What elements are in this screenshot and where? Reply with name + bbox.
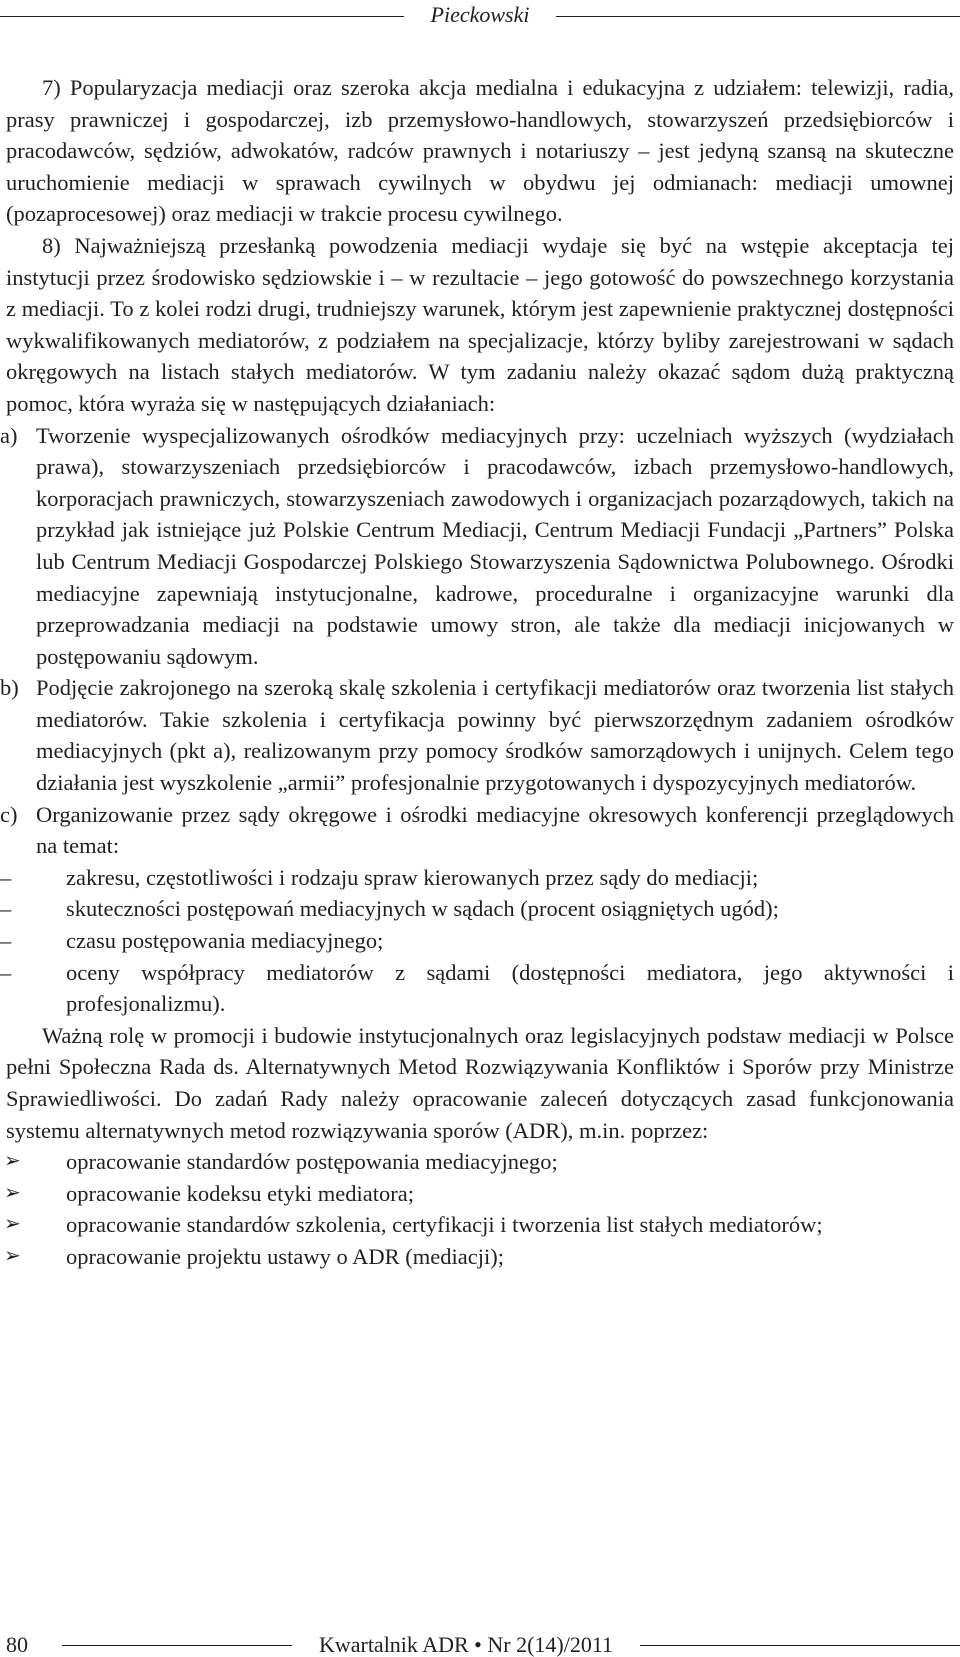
dash-item <box>0 925 954 957</box>
arrow-item-text: opracowanie kodeksu etyki mediatora; <box>66 1180 415 1206</box>
running-footer <box>0 1632 960 1657</box>
list-item-text: Podjęcie zakrojonego na szeroką skalę szkolenia i certyfikacji mediatorów oraz tworzenia list stałych mediatorów. Takie szkolenia i certyfikacja powinny być pierwszorzędnym zadaniem ośrodków mediacyjnych (pkt a), realizowanym przy pomocy środków samorządowych i unijnych. Celem tego działania jest wyszkolenie „armii” profesjonalnie przygotowanych i dyspozycyjnych mediatorów. <box>36 675 954 796</box>
list-marker: a) <box>0 422 18 448</box>
footer-rule-left <box>62 1645 292 1646</box>
header-author: Pieckowski <box>430 2 530 27</box>
arrow-bullet-icon: ➢ <box>4 1213 21 1236</box>
arrow-item-text: opracowanie projektu ustawy o ADR (mediacji); <box>66 1243 505 1269</box>
header-rule-right <box>556 16 960 17</box>
arrow-bullet-icon: ➢ <box>4 1150 21 1173</box>
dash-item-text: czasu postępowania mediacyjnego; <box>66 928 384 954</box>
list-item-b <box>0 672 954 798</box>
arrow-item <box>0 1178 954 1210</box>
list-marker: b) <box>0 675 19 701</box>
arrow-list <box>0 1146 954 1272</box>
arrow-bullet-icon: ➢ <box>4 1244 21 1267</box>
dash-item <box>0 957 954 1020</box>
paragraph-7: 7) Popularyzacja mediacji oraz szeroka akcja medialna i edukacyjna z udziałem: telewizji, radia, prasy prawniczej i gospodarczej, izb przemysłowo-handlowych, stowarzyszeń przedsiębiorców i pracodawców, sędziów, adwokatów, radców prawnych i notariuszy – jest jedyną szansą na skuteczne uruchomienie mediacji w sprawach cywilnych w obydwu jej odmianach: mediacji umownej (pozaprocesowej) oraz mediacji w trakcie procesu cywilnego. <box>6 75 954 227</box>
dash-item-text: oceny współpracy mediatorów z sądami (dostępności mediatora, jego aktywności i profesjonalizmu). <box>66 959 954 1017</box>
arrow-item <box>0 1209 954 1241</box>
dash-item-text: zakresu, częstotliwości i rodzaju spraw kierowanych przez sądy do mediacji; <box>66 864 759 890</box>
dash-marker: – <box>0 928 12 954</box>
list-item-text: Tworzenie wyspecjalizowanych ośrodków mediacyjnych przy: uczelniach wyższych (wydziałach prawa), stowarzyszeniach przedsiębiorców i pracodawców, izbach przemysłowo-handlowych, korporacjach prawniczych, stowarzyszeniach zawodowych i organizacjach pozarządowych, takich na przykład jak istniejące już Polskie Centrum Mediacji, Centrum Mediacji Fundacji „Partners” Polska lub Centrum Mediacji Gospodarczej Polskiego Stowarzyszenia Sądownictwa Polubownego. Ośrodki mediacyjne zapewniają instytucjonalne, kadrowe, proceduralne i organizacyjne warunki dla przeprowadzania mediacji na podstawie umowy stron, ale także dla mediacji inicjowanych w postępowaniu sądowym. <box>36 422 954 669</box>
arrow-item-text: opracowanie standardów postępowania mediacyjnego; <box>66 1149 558 1175</box>
arrow-item <box>0 1241 954 1273</box>
list-item-text: Organizowanie przez sądy okręgowe i ośrodki mediacyjne okresowych konferencji przeglądowych na temat: <box>36 801 954 859</box>
arrow-item-text: opracowanie standardów szkolenia, certyfikacji i tworzenia list stałych mediatorów; <box>66 1212 823 1238</box>
arrow-item <box>0 1146 954 1178</box>
lettered-list <box>0 420 954 862</box>
arrow-bullet-icon: ➢ <box>4 1181 21 1204</box>
dash-item <box>0 893 954 925</box>
list-marker: c) <box>0 801 18 827</box>
paragraph-8: 8) Najważniejszą przesłanką powodzenia mediacji wydaje się być na wstępie akceptacja tej instytucji przez środowisko sędziowskie i – w rezultacie – jego gotowość do powszechnego korzystania z mediacji. To z kolei rodzi drugi, trudniejszy warunek, którym jest zapewnienie praktycznej dostępności wykwalifikowanych mediatorów, z podziałem na specjalizacje, którzy byliby zarejestrowani w sądach okręgowych na listach stałych mediatorów. W tym zadaniu należy okazać sądom dużą praktyczną pomoc, która wyraża się w następujących działaniach: <box>6 232 954 416</box>
list-item-c <box>0 799 954 862</box>
dash-list <box>0 862 954 1020</box>
dash-marker: – <box>0 864 12 890</box>
journal-title: Kwartalnik ADR • Nr 2(14)/2011 <box>318 1632 614 1657</box>
dash-marker: – <box>0 896 12 922</box>
dash-item-text: skuteczności postępowań mediacyjnych w sądach (procent osiągniętych ugód); <box>66 896 779 922</box>
dash-marker: – <box>0 959 12 985</box>
header-rule-left <box>0 16 404 17</box>
dash-item <box>0 862 954 894</box>
footer-rule-right <box>640 1645 960 1646</box>
list-item-a <box>0 420 954 673</box>
page-number: 80 <box>6 1632 28 1657</box>
paragraph-rada: Ważną rolę w promocji i budowie instytucjonalnych oraz legislacyjnych podstaw mediacji w Polsce pełni Społeczna Rada ds. Alternatywnych Metod Rozwiązywania Konfliktów i Sporów przy Ministrze Sprawiedliwości. Do zadań Rady należy opracowanie zaleceń dotyczących zasad funkcjonowania systemu alternatywnych metod rozwiązywania sporów (ADR), m.in. poprzez: <box>6 1022 954 1143</box>
page-body <box>0 72 954 1273</box>
running-header <box>0 0 960 34</box>
